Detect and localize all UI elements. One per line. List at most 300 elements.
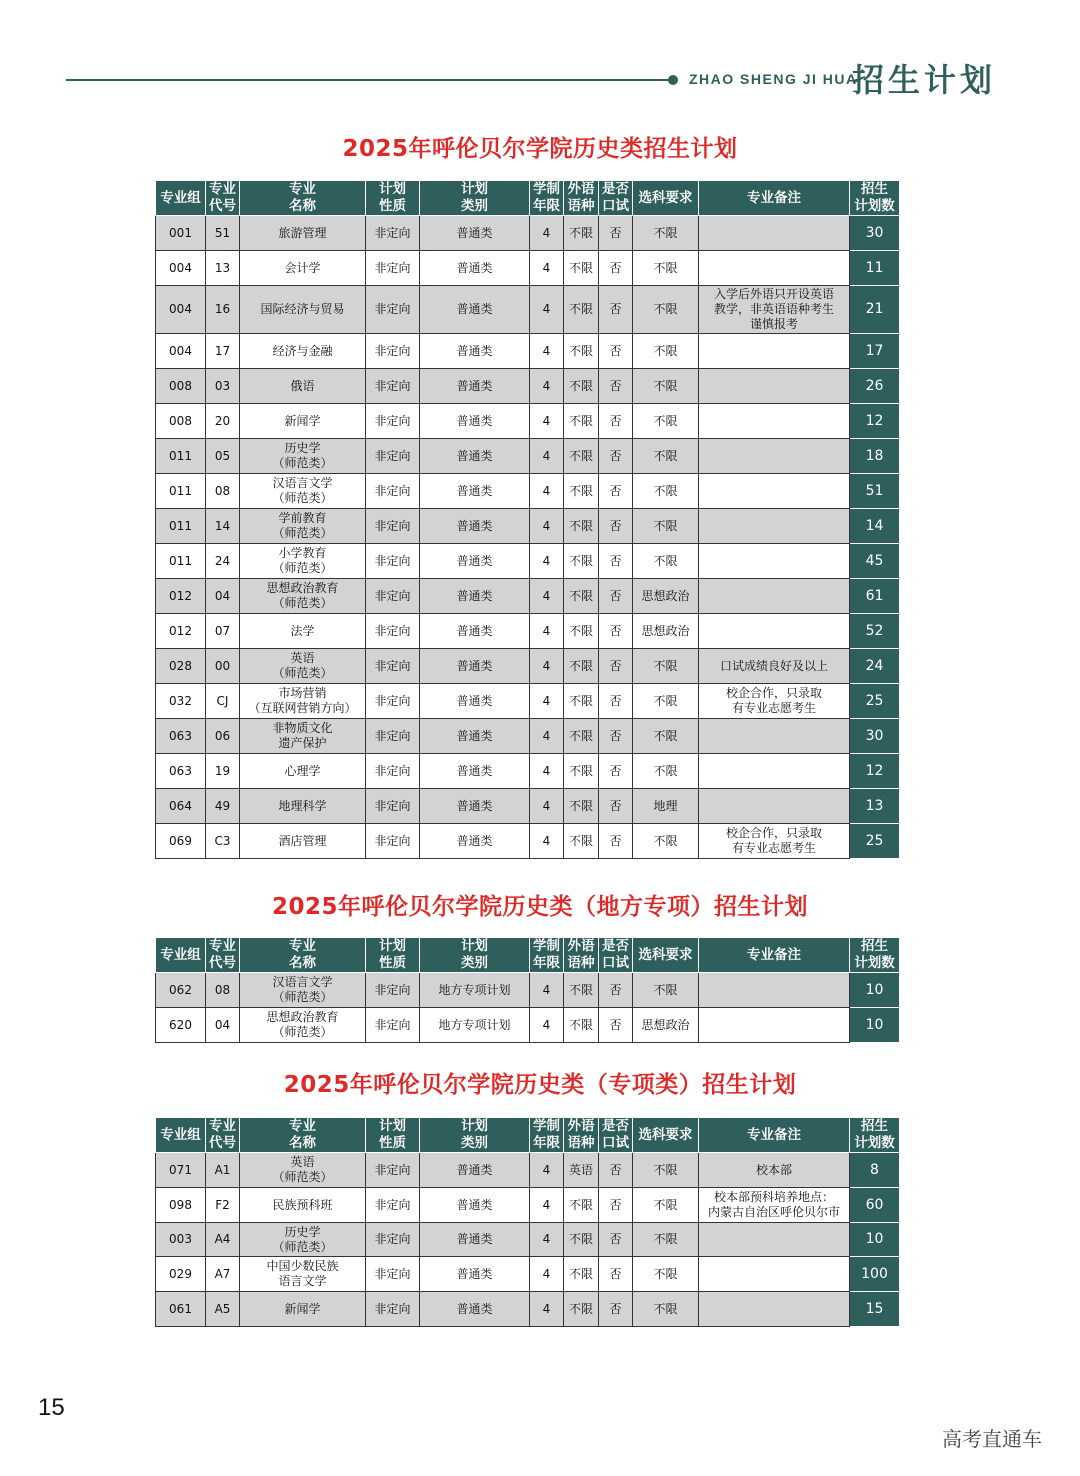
cell-oral-exam: 否: [599, 1188, 633, 1223]
cell-oral-exam: 否: [599, 1223, 633, 1257]
cell-major-name: 会计学: [240, 251, 366, 286]
cell-major-note: [699, 719, 850, 754]
cell-duration: 4: [530, 973, 564, 1008]
cell-duration: 4: [530, 216, 564, 251]
cell-major-code: F2: [206, 1188, 240, 1223]
cell-major-name: 学前教育 （师范类）: [240, 509, 366, 544]
cell-plan-category: 地方专项计划: [420, 973, 530, 1008]
cell-foreign-language: 不限: [564, 369, 599, 404]
table-row: [156, 439, 900, 474]
cell-major-note: [699, 544, 850, 579]
cell-plan-nature: 非定向: [366, 544, 420, 579]
cell-plan-count: 30: [850, 216, 900, 251]
cell-group-code: 008: [156, 404, 206, 439]
cell-major-name: 国际经济与贸易: [240, 286, 366, 334]
cell-foreign-language: 不限: [564, 649, 599, 684]
cell-major-note: [699, 509, 850, 544]
column-header-plan-category: 计划 类别: [420, 1118, 530, 1153]
cell-plan-count: 21: [850, 286, 900, 334]
cell-plan-nature: 非定向: [366, 251, 420, 286]
section-title-special-type: 2025年呼伦贝尔学院历史类（专项类）招生计划: [283, 1072, 797, 1098]
table-row: [156, 1257, 900, 1292]
cell-major-code: 04: [206, 1008, 240, 1043]
column-header-plan-nature: 计划 性质: [366, 1118, 420, 1153]
cell-foreign-language: 不限: [564, 754, 599, 789]
cell-foreign-language: 不限: [564, 614, 599, 649]
cell-plan-count: 13: [850, 789, 900, 824]
cell-subject-requirement: 不限: [633, 334, 699, 369]
cell-plan-nature: 非定向: [366, 614, 420, 649]
table-row: [156, 1008, 900, 1043]
cell-group-code: 063: [156, 754, 206, 789]
cell-major-note: 校企合作，只录取 有专业志愿考生: [699, 824, 850, 859]
cell-duration: 4: [530, 439, 564, 474]
cell-oral-exam: 否: [599, 286, 633, 334]
cell-plan-nature: 非定向: [366, 1257, 420, 1292]
cell-plan-category: 普通类: [420, 369, 530, 404]
cell-major-name: 思想政治教育 （师范类）: [240, 579, 366, 614]
plan-table-local-special: [155, 937, 900, 1043]
column-header-major-code: 专业 代号: [206, 181, 240, 216]
cell-major-name: 经济与金融: [240, 334, 366, 369]
column-header-duration: 学制 年限: [530, 1118, 564, 1153]
cell-major-name: 俄语: [240, 369, 366, 404]
cell-major-name: 汉语言文学 （师范类）: [240, 474, 366, 509]
table-row: [156, 509, 900, 544]
table-header-row: [156, 938, 900, 973]
cell-major-note: [699, 789, 850, 824]
column-header-group-code: 专业组: [156, 938, 206, 973]
cell-major-note: [699, 251, 850, 286]
table-row: [156, 334, 900, 369]
cell-plan-category: 普通类: [420, 1257, 530, 1292]
column-header-foreign-language: 外语 语种: [564, 181, 599, 216]
cell-major-name: 汉语言文学 （师范类）: [240, 973, 366, 1008]
cell-major-name: 英语 （师范类）: [240, 1153, 366, 1188]
cell-subject-requirement: 不限: [633, 649, 699, 684]
table-row: [156, 251, 900, 286]
cell-major-name: 新闻学: [240, 404, 366, 439]
table-row: [156, 579, 900, 614]
header-title: 招生计划: [852, 61, 997, 99]
cell-group-code: 012: [156, 614, 206, 649]
cell-plan-nature: 非定向: [366, 286, 420, 334]
cell-major-code: C3: [206, 824, 240, 859]
cell-subject-requirement: 不限: [633, 544, 699, 579]
cell-plan-nature: 非定向: [366, 684, 420, 719]
cell-oral-exam: 否: [599, 1153, 633, 1188]
cell-foreign-language: 不限: [564, 719, 599, 754]
cell-foreign-language: 不限: [564, 1257, 599, 1292]
cell-duration: 4: [530, 719, 564, 754]
cell-duration: 4: [530, 334, 564, 369]
column-header-group-code: 专业组: [156, 181, 206, 216]
column-header-subject-requirement: 选科要求: [633, 181, 699, 216]
cell-foreign-language: 不限: [564, 684, 599, 719]
cell-group-code: 029: [156, 1257, 206, 1292]
cell-plan-count: 61: [850, 579, 900, 614]
cell-plan-nature: 非定向: [366, 1223, 420, 1257]
cell-plan-category: 普通类: [420, 684, 530, 719]
cell-major-note: [699, 439, 850, 474]
cell-duration: 4: [530, 369, 564, 404]
table-row: [156, 1188, 900, 1223]
cell-major-note: [699, 579, 850, 614]
cell-plan-nature: 非定向: [366, 369, 420, 404]
cell-plan-count: 52: [850, 614, 900, 649]
cell-plan-nature: 非定向: [366, 754, 420, 789]
cell-oral-exam: 否: [599, 1008, 633, 1043]
cell-plan-count: 26: [850, 369, 900, 404]
table-header-row: [156, 181, 900, 216]
cell-major-name: 地理科学: [240, 789, 366, 824]
cell-plan-category: 普通类: [420, 404, 530, 439]
cell-major-code: 07: [206, 614, 240, 649]
cell-plan-count: 10: [850, 973, 900, 1008]
column-header-oral-exam: 是否 口试: [599, 1118, 633, 1153]
table-row: [156, 1292, 900, 1327]
cell-plan-count: 15: [850, 1292, 900, 1327]
column-header-group-code: 专业组: [156, 1118, 206, 1153]
cell-major-code: A4: [206, 1223, 240, 1257]
cell-oral-exam: 否: [599, 544, 633, 579]
cell-subject-requirement: 思想政治: [633, 614, 699, 649]
cell-subject-requirement: 不限: [633, 754, 699, 789]
cell-major-note: 校本部: [699, 1153, 850, 1188]
cell-subject-requirement: 不限: [633, 286, 699, 334]
cell-major-note: [699, 404, 850, 439]
cell-foreign-language: 不限: [564, 1008, 599, 1043]
cell-major-code: 06: [206, 719, 240, 754]
cell-major-code: A7: [206, 1257, 240, 1292]
cell-subject-requirement: 不限: [633, 973, 699, 1008]
cell-duration: 4: [530, 649, 564, 684]
header-rule-dot: [668, 75, 678, 85]
table-row: [156, 754, 900, 789]
cell-duration: 4: [530, 1188, 564, 1223]
cell-duration: 4: [530, 1292, 564, 1327]
cell-plan-category: 普通类: [420, 1188, 530, 1223]
cell-plan-category: 普通类: [420, 1153, 530, 1188]
cell-oral-exam: 否: [599, 579, 633, 614]
cell-plan-count: 14: [850, 509, 900, 544]
column-header-duration: 学制 年限: [530, 181, 564, 216]
cell-foreign-language: 不限: [564, 334, 599, 369]
section-title-local-special: 2025年呼伦贝尔学院历史类（地方专项）招生计划: [271, 894, 808, 920]
cell-major-note: [699, 1223, 850, 1257]
cell-foreign-language: 不限: [564, 824, 599, 859]
cell-major-name: 非物质文化 遗产保护: [240, 719, 366, 754]
cell-plan-nature: 非定向: [366, 1153, 420, 1188]
cell-plan-nature: 非定向: [366, 789, 420, 824]
cell-subject-requirement: 不限: [633, 1153, 699, 1188]
cell-plan-nature: 非定向: [366, 579, 420, 614]
cell-plan-nature: 非定向: [366, 1292, 420, 1327]
cell-major-code: 24: [206, 544, 240, 579]
table-row: [156, 474, 900, 509]
table-row: [156, 649, 900, 684]
table-row: [156, 544, 900, 579]
cell-duration: 4: [530, 286, 564, 334]
cell-oral-exam: 否: [599, 216, 633, 251]
cell-major-name: 小学教育 （师范类）: [240, 544, 366, 579]
cell-group-code: 061: [156, 1292, 206, 1327]
cell-oral-exam: 否: [599, 1292, 633, 1327]
cell-oral-exam: 否: [599, 1257, 633, 1292]
column-header-plan-category: 计划 类别: [420, 938, 530, 973]
cell-plan-count: 8: [850, 1153, 900, 1188]
column-header-plan-nature: 计划 性质: [366, 181, 420, 216]
cell-plan-count: 100: [850, 1257, 900, 1292]
cell-major-note: [699, 614, 850, 649]
table-row: [156, 404, 900, 439]
cell-plan-count: 12: [850, 754, 900, 789]
column-header-major-name: 专业 名称: [240, 938, 366, 973]
cell-plan-count: 51: [850, 474, 900, 509]
cell-subject-requirement: 不限: [633, 474, 699, 509]
cell-plan-nature: 非定向: [366, 1008, 420, 1043]
cell-oral-exam: 否: [599, 509, 633, 544]
cell-major-code: 51: [206, 216, 240, 251]
cell-subject-requirement: 不限: [633, 1257, 699, 1292]
cell-plan-count: 11: [850, 251, 900, 286]
table-row: [156, 973, 900, 1008]
column-header-plan-count: 招生 计划数: [850, 1118, 900, 1153]
cell-major-code: 49: [206, 789, 240, 824]
cell-foreign-language: 不限: [564, 286, 599, 334]
plan-table-history: [155, 180, 900, 859]
cell-oral-exam: 否: [599, 334, 633, 369]
column-header-plan-count: 招生 计划数: [850, 181, 900, 216]
cell-duration: 4: [530, 1153, 564, 1188]
cell-group-code: 062: [156, 973, 206, 1008]
cell-plan-category: 普通类: [420, 824, 530, 859]
cell-plan-count: 60: [850, 1188, 900, 1223]
cell-major-note: [699, 216, 850, 251]
column-header-major-note: 专业备注: [699, 181, 850, 216]
cell-oral-exam: 否: [599, 404, 633, 439]
cell-plan-category: 普通类: [420, 216, 530, 251]
cell-oral-exam: 否: [599, 824, 633, 859]
cell-major-name: 心理学: [240, 754, 366, 789]
column-header-plan-count: 招生 计划数: [850, 938, 900, 973]
cell-major-name: 思想政治教育 （师范类）: [240, 1008, 366, 1043]
cell-duration: 4: [530, 251, 564, 286]
cell-group-code: 064: [156, 789, 206, 824]
cell-group-code: 011: [156, 474, 206, 509]
cell-duration: 4: [530, 684, 564, 719]
table-row: [156, 824, 900, 859]
cell-plan-nature: 非定向: [366, 649, 420, 684]
cell-plan-nature: 非定向: [366, 474, 420, 509]
cell-major-name: 市场营销 （互联网营销方向）: [240, 684, 366, 719]
cell-foreign-language: 不限: [564, 973, 599, 1008]
cell-plan-count: 17: [850, 334, 900, 369]
cell-foreign-language: 不限: [564, 789, 599, 824]
cell-plan-count: 10: [850, 1223, 900, 1257]
column-header-subject-requirement: 选科要求: [633, 938, 699, 973]
watermark: 高考直通车: [942, 1427, 1042, 1451]
cell-subject-requirement: 不限: [633, 1188, 699, 1223]
cell-major-name: 历史学 （师范类）: [240, 439, 366, 474]
cell-plan-category: 普通类: [420, 754, 530, 789]
cell-plan-category: 普通类: [420, 719, 530, 754]
cell-major-note: 入学后外语只开设英语 教学，非英语语种考生 谨慎报考: [699, 286, 850, 334]
cell-major-note: 口试成绩良好及以上: [699, 649, 850, 684]
column-header-duration: 学制 年限: [530, 938, 564, 973]
cell-subject-requirement: 不限: [633, 216, 699, 251]
cell-group-code: 071: [156, 1153, 206, 1188]
column-header-major-note: 专业备注: [699, 938, 850, 973]
cell-plan-category: 普通类: [420, 544, 530, 579]
table-row: [156, 684, 900, 719]
cell-group-code: 012: [156, 579, 206, 614]
cell-duration: 4: [530, 474, 564, 509]
cell-plan-category: 普通类: [420, 474, 530, 509]
cell-group-code: 011: [156, 439, 206, 474]
cell-major-name: 法学: [240, 614, 366, 649]
cell-oral-exam: 否: [599, 973, 633, 1008]
column-header-plan-category: 计划 类别: [420, 181, 530, 216]
column-header-foreign-language: 外语 语种: [564, 1118, 599, 1153]
cell-duration: 4: [530, 579, 564, 614]
cell-subject-requirement: 思想政治: [633, 579, 699, 614]
cell-foreign-language: 不限: [564, 474, 599, 509]
column-header-major-code: 专业 代号: [206, 1118, 240, 1153]
cell-major-code: CJ: [206, 684, 240, 719]
cell-duration: 4: [530, 1257, 564, 1292]
cell-plan-category: 普通类: [420, 1223, 530, 1257]
cell-foreign-language: 不限: [564, 1223, 599, 1257]
cell-duration: 4: [530, 789, 564, 824]
cell-major-code: A1: [206, 1153, 240, 1188]
cell-duration: 4: [530, 404, 564, 439]
cell-foreign-language: 不限: [564, 509, 599, 544]
cell-major-name: 民族预科班: [240, 1188, 366, 1223]
cell-foreign-language: 不限: [564, 1292, 599, 1327]
cell-subject-requirement: 不限: [633, 684, 699, 719]
cell-major-code: 19: [206, 754, 240, 789]
cell-duration: 4: [530, 1008, 564, 1043]
column-header-plan-nature: 计划 性质: [366, 938, 420, 973]
plan-table-special-type: [155, 1117, 900, 1327]
cell-plan-category: 普通类: [420, 286, 530, 334]
cell-major-note: [699, 973, 850, 1008]
cell-subject-requirement: 不限: [633, 719, 699, 754]
cell-group-code: 011: [156, 509, 206, 544]
cell-subject-requirement: 不限: [633, 824, 699, 859]
cell-subject-requirement: 思想政治: [633, 1008, 699, 1043]
cell-plan-nature: 非定向: [366, 719, 420, 754]
cell-plan-category: 普通类: [420, 251, 530, 286]
cell-plan-category: 普通类: [420, 334, 530, 369]
column-header-oral-exam: 是否 口试: [599, 181, 633, 216]
cell-major-code: A5: [206, 1292, 240, 1327]
cell-oral-exam: 否: [599, 474, 633, 509]
table-row: [156, 286, 900, 334]
cell-oral-exam: 否: [599, 439, 633, 474]
cell-plan-count: 24: [850, 649, 900, 684]
cell-oral-exam: 否: [599, 754, 633, 789]
cell-major-code: 13: [206, 251, 240, 286]
cell-foreign-language: 不限: [564, 216, 599, 251]
column-header-subject-requirement: 选科要求: [633, 1118, 699, 1153]
cell-oral-exam: 否: [599, 369, 633, 404]
cell-group-code: 032: [156, 684, 206, 719]
cell-duration: 4: [530, 1223, 564, 1257]
cell-major-code: 08: [206, 973, 240, 1008]
cell-group-code: 063: [156, 719, 206, 754]
cell-group-code: 003: [156, 1223, 206, 1257]
cell-foreign-language: 不限: [564, 579, 599, 614]
cell-plan-nature: 非定向: [366, 404, 420, 439]
cell-plan-count: 30: [850, 719, 900, 754]
cell-plan-category: 地方专项计划: [420, 1008, 530, 1043]
cell-major-note: [699, 334, 850, 369]
cell-plan-category: 普通类: [420, 579, 530, 614]
cell-foreign-language: 不限: [564, 404, 599, 439]
cell-major-code: 17: [206, 334, 240, 369]
cell-major-name: 新闻学: [240, 1292, 366, 1327]
cell-duration: 4: [530, 824, 564, 859]
table-row: [156, 1153, 900, 1188]
cell-group-code: 069: [156, 824, 206, 859]
cell-major-code: 20: [206, 404, 240, 439]
table-row: [156, 1223, 900, 1257]
section-title-history: 2025年呼伦贝尔学院历史类招生计划: [342, 136, 738, 162]
cell-major-code: 04: [206, 579, 240, 614]
cell-plan-count: 12: [850, 404, 900, 439]
column-header-oral-exam: 是否 口试: [599, 938, 633, 973]
cell-group-code: 098: [156, 1188, 206, 1223]
cell-major-code: 14: [206, 509, 240, 544]
cell-plan-nature: 非定向: [366, 216, 420, 251]
cell-plan-category: 普通类: [420, 614, 530, 649]
cell-oral-exam: 否: [599, 649, 633, 684]
cell-plan-category: 普通类: [420, 789, 530, 824]
header-rule: [66, 79, 672, 81]
column-header-major-code: 专业 代号: [206, 938, 240, 973]
cell-foreign-language: 不限: [564, 439, 599, 474]
table-row: [156, 719, 900, 754]
cell-plan-nature: 非定向: [366, 509, 420, 544]
cell-plan-count: 25: [850, 684, 900, 719]
cell-major-note: [699, 1257, 850, 1292]
cell-duration: 4: [530, 509, 564, 544]
cell-major-name: 英语 （师范类）: [240, 649, 366, 684]
cell-subject-requirement: 地理: [633, 789, 699, 824]
cell-duration: 4: [530, 614, 564, 649]
cell-major-name: 中国少数民族 语言文学: [240, 1257, 366, 1292]
cell-foreign-language: 不限: [564, 544, 599, 579]
cell-plan-nature: 非定向: [366, 973, 420, 1008]
cell-major-code: 05: [206, 439, 240, 474]
cell-major-note: [699, 369, 850, 404]
header-pinyin: ZHAO SHENG JI HUA: [689, 71, 858, 87]
cell-major-note: 校本部预科培养地点： 内蒙古自治区呼伦贝尔市: [699, 1188, 850, 1223]
cell-group-code: 004: [156, 251, 206, 286]
cell-foreign-language: 英语: [564, 1153, 599, 1188]
column-header-foreign-language: 外语 语种: [564, 938, 599, 973]
cell-plan-category: 普通类: [420, 649, 530, 684]
cell-major-note: [699, 474, 850, 509]
cell-plan-count: 18: [850, 439, 900, 474]
cell-plan-count: 10: [850, 1008, 900, 1043]
column-header-major-name: 专业 名称: [240, 1118, 366, 1153]
cell-subject-requirement: 不限: [633, 251, 699, 286]
cell-subject-requirement: 不限: [633, 1292, 699, 1327]
cell-major-note: [699, 1008, 850, 1043]
